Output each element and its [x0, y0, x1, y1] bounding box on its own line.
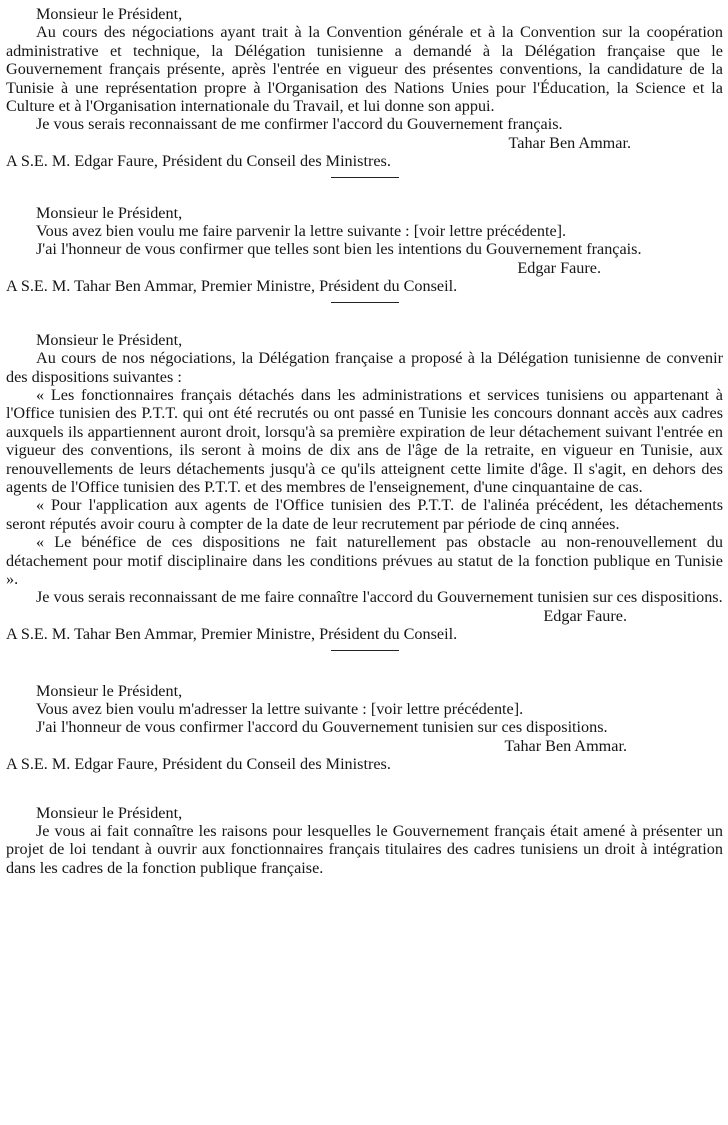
letter-1-signature: Tahar Ben Ammar.	[508, 133, 631, 152]
letter-3-paragraph-3: « Pour l'application aux agents de l'Office tunisien des P.T.T. de l'alinéa précédent, les détachements seront réputés avoir couru à compter de la date de leur recrutement par période de cinq années.	[6, 496, 723, 533]
letter-2-paragraph-2: J'ai l'honneur de vous confirmer que telles sont bien les intentions du Gouvernement français.	[36, 240, 642, 259]
letter-1-paragraph-2: Je vous serais reconnaissant de me confirmer l'accord du Gouvernement français.	[36, 115, 563, 134]
letter-4-paragraph-2: J'ai l'honneur de vous confirmer l'accord du Gouvernement tunisien sur ces dispositions.	[36, 718, 608, 737]
letter-2-salutation: Monsieur le Président,	[36, 203, 183, 222]
letter-4-salutation: Monsieur le Président,	[36, 681, 183, 700]
letter-3-paragraph-4: « Le bénéfice de ces dispositions ne fait naturellement pas obstacle au non-renouvellement du détachement pour motif disciplinaire dans les conditions prévues au statut de la fonction publique en Tunisie ».	[6, 533, 723, 588]
letter-1-salutation: Monsieur le Président,	[36, 5, 183, 23]
letter-3-paragraph-5: Je vous serais reconnaissant de me faire connaître l'accord du Gouvernement tunisien sur ces dispositions.	[36, 588, 723, 607]
letter-3	[6, 331, 723, 651]
letter-5	[6, 804, 723, 878]
letter-3-paragraph-2: « Les fonctionnaires français détachés dans les administrations et services tunisiens ou appartenant à l'Office tunisien des P.T.T. qui ont été recrutés ou ont passé en Tunisie les concours donnant accès aux cadres auxquels ils appartiennent auront droit, lorsqu'à sa première expiration de leur détachement suivant l'entrée en vigueur des conventions, ils seront à moins de dix ans de l'âge de la retraite, en vigueur en Tunisie, aux renouvellements de leurs détachements jusqu'à ce qu'ils atteignent cette limite d'âge. Il s'agit, en dehors des agents de l'Office tunisien des P.T.T. et des membres de l'enseignement, d'une cinquantaine de cas.	[6, 385, 723, 496]
letter-1	[6, 5, 723, 178]
letter-2-signature: Edgar Faure.	[517, 258, 601, 277]
letter-3-salutation: Monsieur le Président,	[36, 330, 183, 349]
letter-3-paragraph-1: Au cours de nos négociations, la Délégation française a proposé à la Délégation tunisienne de convenir des dispositions suivantes :	[6, 349, 723, 386]
letter-1-paragraph-1: Au cours des négociations ayant trait à la Convention générale et à la Convention sur la coopération administrative et technique, la Délégation tunisienne a demandé à la Délégation française que le Gouvernement français présente, après l'entrée en vigueur des présentes conventions, la candidature de la Tunisie à une représentation propre à l'Organisation des Nations Unies pour l'Éducation, la Science et la Culture et à l'Organisation internationale du Travail, et lui donne son appui.	[6, 23, 723, 116]
letter-4-addressee: A S.E. M. Edgar Faure, Président du Conseil des Ministres.	[6, 755, 391, 774]
letter-4-signature: Tahar Ben Ammar.	[504, 736, 627, 755]
letter-5-paragraph-1: Je vous ai fait connaître les raisons pour lesquelles le Gouvernement français était amené à présenter un projet de loi tendant à ouvrir aux fonctionnaires français titulaires des cadres tunisiens un droit à intégration dans les cadres de la fonction publique française.	[6, 822, 723, 877]
letter-2-paragraph-1: Vous avez bien voulu me faire parvenir la lettre suivante : [voir lettre précédente].	[36, 222, 567, 241]
letter-4	[6, 682, 723, 774]
letter-4-paragraph-1: Vous avez bien voulu m'adresser la lettre suivante : [voir lettre précédente].	[36, 700, 524, 718]
document-page	[6, 5, 723, 877]
letter-2-addressee: A S.E. M. Tahar Ben Ammar, Premier Ministre, Président du Conseil.	[6, 277, 458, 296]
letter-1-addressee: A S.E. M. Edgar Faure, Président du Conseil des Ministres.	[6, 152, 391, 171]
letter-3-addressee: A S.E. M. Tahar Ben Ammar, Premier Ministre, Président du Conseil.	[6, 625, 458, 644]
letter-3-signature: Edgar Faure.	[543, 606, 627, 625]
letter-5-salutation: Monsieur le Président,	[36, 803, 183, 822]
letter-2	[6, 204, 723, 303]
